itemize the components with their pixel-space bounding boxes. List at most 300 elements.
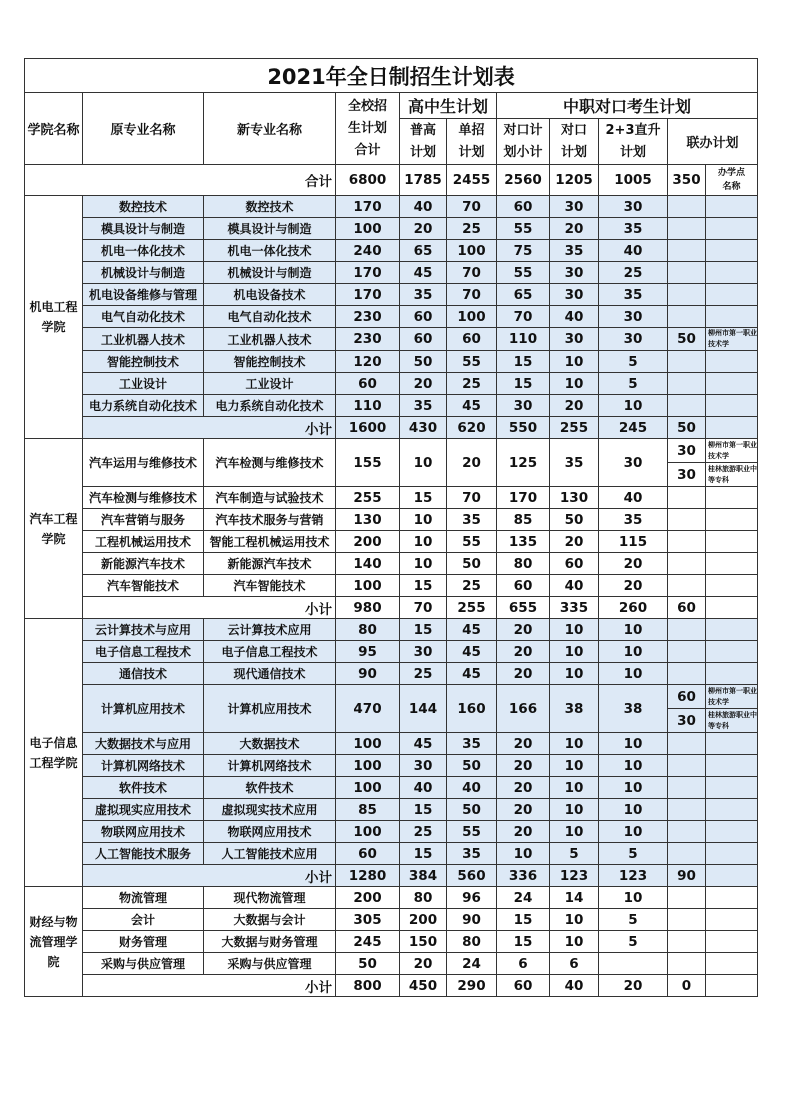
plan-value: 115 (599, 531, 668, 553)
plan-value: 45 (447, 395, 497, 417)
new-major-name: 机电一体化技术 (204, 240, 336, 262)
school-name: 柳州市第一职业技术学 (706, 328, 758, 351)
plan-value: 10 (497, 843, 550, 865)
grand-total-value: 2560 (497, 165, 550, 196)
lianban-value (668, 373, 706, 395)
school-name (706, 777, 758, 799)
plan-value: 40 (447, 777, 497, 799)
plan-value: 10 (550, 821, 599, 843)
plan-value: 60 (497, 575, 550, 597)
plan-value: 80 (336, 619, 400, 641)
new-major-name: 虚拟现实技术应用 (204, 799, 336, 821)
plan-value: 65 (497, 284, 550, 306)
plan-value: 24 (447, 953, 497, 975)
plan-value: 160 (447, 685, 497, 733)
plan-value: 10 (400, 509, 447, 531)
header-pugao (400, 119, 447, 165)
college-name: 财经与物流管理学院 (25, 887, 83, 997)
plan-value: 50 (447, 553, 497, 575)
plan-value: 45 (447, 663, 497, 685)
school-name (706, 373, 758, 395)
subtotal-label: 小计 (83, 597, 336, 619)
header-text: 办学点 (718, 168, 746, 178)
header-orig-major: 原专业名称 (83, 93, 204, 165)
subtotal-value: 1280 (336, 865, 400, 887)
orig-major-name: 电子信息工程技术 (83, 641, 204, 663)
school-name (706, 663, 758, 685)
plan-value: 96 (447, 887, 497, 909)
lianban-value: 30 (668, 709, 706, 733)
school-name (706, 953, 758, 975)
lianban-value (668, 663, 706, 685)
school-name (706, 240, 758, 262)
plan-value: 55 (447, 351, 497, 373)
school-name (706, 196, 758, 218)
plan-value: 30 (550, 284, 599, 306)
new-major-name: 大数据技术 (204, 733, 336, 755)
plan-value: 10 (550, 909, 599, 931)
school-name (706, 821, 758, 843)
plan-value: 15 (497, 351, 550, 373)
school-name (706, 575, 758, 597)
table-row (25, 351, 758, 373)
plan-value: 45 (400, 262, 447, 284)
plan-value: 50 (447, 755, 497, 777)
header-zhisheng (599, 119, 668, 165)
lianban-value (668, 509, 706, 531)
school-name (706, 733, 758, 755)
plan-value: 140 (336, 553, 400, 575)
plan-value: 80 (497, 553, 550, 575)
plan-value: 45 (447, 619, 497, 641)
college-name: 电子信息工程学院 (25, 619, 83, 887)
orig-major-name: 数控技术 (83, 196, 204, 218)
school-name (706, 218, 758, 240)
plan-value: 170 (336, 196, 400, 218)
subtotal-value: 123 (550, 865, 599, 887)
plan-value: 100 (336, 821, 400, 843)
new-major-name: 大数据与财务管理 (204, 931, 336, 953)
plan-value: 60 (400, 328, 447, 351)
orig-major-name: 软件技术 (83, 777, 204, 799)
lianban-value: 30 (668, 463, 706, 487)
orig-major-name: 计算机应用技术 (83, 685, 204, 733)
table-row (25, 641, 758, 663)
subtotal-value: 550 (497, 417, 550, 439)
header-text: 对口计 (503, 122, 543, 138)
orig-major-name: 模具设计与制造 (83, 218, 204, 240)
orig-major-name: 会计 (83, 909, 204, 931)
lianban-value: 30 (668, 439, 706, 463)
grand-total-value: 350 (668, 165, 706, 196)
table-row (25, 663, 758, 685)
subtotal-value: 620 (447, 417, 497, 439)
plan-value: 60 (336, 843, 400, 865)
header-lianban: 联办计划 (668, 119, 758, 165)
plan-value: 30 (550, 262, 599, 284)
plan-value: 35 (550, 240, 599, 262)
school-name (706, 619, 758, 641)
table-row (25, 531, 758, 553)
plan-value: 20 (497, 821, 550, 843)
lianban-value: 50 (668, 328, 706, 351)
new-major-name: 机电设备技术 (204, 284, 336, 306)
orig-major-name: 汽车营销与服务 (83, 509, 204, 531)
new-major-name: 计算机网络技术 (204, 755, 336, 777)
orig-major-name: 机电设备维修与管理 (83, 284, 204, 306)
plan-value: 30 (497, 395, 550, 417)
subtotal-value: 20 (599, 975, 668, 997)
header-text: 2+3直升 (605, 122, 661, 138)
header-total-plan (336, 93, 400, 165)
plan-value: 10 (400, 439, 447, 487)
table-row (25, 909, 758, 931)
plan-value: 24 (497, 887, 550, 909)
plan-value: 70 (447, 487, 497, 509)
header-text: 计划 (619, 144, 646, 160)
orig-major-name: 机械设计与制造 (83, 262, 204, 284)
new-major-name: 物联网应用技术 (204, 821, 336, 843)
orig-major-name: 物流管理 (83, 887, 204, 909)
school-name (706, 909, 758, 931)
subtotal-value: 40 (550, 975, 599, 997)
plan-value: 85 (336, 799, 400, 821)
orig-major-name: 虚拟现实应用技术 (83, 799, 204, 821)
plan-value: 30 (400, 755, 447, 777)
orig-major-name: 工程机械运用技术 (83, 531, 204, 553)
orig-major-name: 财务管理 (83, 931, 204, 953)
table-row (25, 799, 758, 821)
plan-value: 15 (400, 799, 447, 821)
new-major-name: 采购与供应管理 (204, 953, 336, 975)
table-row (25, 953, 758, 975)
subtotal-value: 60 (497, 975, 550, 997)
subtotal-value: 336 (497, 865, 550, 887)
plan-value: 5 (599, 931, 668, 953)
plan-value: 20 (550, 395, 599, 417)
plan-value: 40 (599, 240, 668, 262)
header-danzhao (447, 119, 497, 165)
plan-value: 200 (336, 531, 400, 553)
plan-value: 155 (336, 439, 400, 487)
plan-value: 35 (599, 509, 668, 531)
school-name (706, 755, 758, 777)
plan-value: 60 (400, 306, 447, 328)
header-text: 普高 (409, 122, 436, 138)
orig-major-name: 汽车检测与维修技术 (83, 487, 204, 509)
lianban-value (668, 531, 706, 553)
school-name (706, 597, 758, 619)
plan-value: 15 (497, 373, 550, 395)
plan-value: 10 (550, 351, 599, 373)
plan-value: 20 (599, 553, 668, 575)
plan-value: 14 (550, 887, 599, 909)
school-name (706, 799, 758, 821)
plan-value: 10 (599, 799, 668, 821)
plan-value: 20 (550, 218, 599, 240)
lianban-value (668, 733, 706, 755)
orig-major-name: 电力系统自动化技术 (83, 395, 204, 417)
plan-value: 70 (447, 262, 497, 284)
new-major-name: 智能控制技术 (204, 351, 336, 373)
header-new-major: 新专业名称 (204, 93, 336, 165)
subtotal-value: 260 (599, 597, 668, 619)
plan-value: 10 (550, 733, 599, 755)
new-major-name: 工业设计 (204, 373, 336, 395)
plan-value: 20 (400, 953, 447, 975)
table-row (25, 777, 758, 799)
plan-value: 25 (447, 575, 497, 597)
lianban-value (668, 777, 706, 799)
header-text: 全校招 (347, 98, 387, 114)
plan-value: 10 (599, 733, 668, 755)
enrollment-plan-table (24, 58, 758, 997)
new-major-name: 电力系统自动化技术 (204, 395, 336, 417)
plan-value: 90 (336, 663, 400, 685)
new-major-name: 数控技术 (204, 196, 336, 218)
header-vocational-plan: 中职对口考生计划 (497, 93, 758, 119)
subtotal-row (25, 597, 758, 619)
plan-value: 20 (497, 733, 550, 755)
plan-value: 10 (550, 373, 599, 395)
lianban-value (668, 799, 706, 821)
plan-value: 130 (550, 487, 599, 509)
plan-value: 170 (497, 487, 550, 509)
plan-value: 230 (336, 328, 400, 351)
school-name (706, 865, 758, 887)
plan-value: 10 (550, 777, 599, 799)
plan-value: 55 (497, 218, 550, 240)
school-name (706, 641, 758, 663)
plan-value: 100 (336, 218, 400, 240)
header-text: 计划 (409, 144, 436, 160)
header-text: 名称 (722, 182, 741, 192)
lianban-value (668, 395, 706, 417)
plan-value: 100 (447, 240, 497, 262)
plan-value: 10 (550, 663, 599, 685)
orig-major-name: 人工智能技术服务 (83, 843, 204, 865)
grand-total-label: 合计 (25, 165, 336, 196)
table-row (25, 218, 758, 240)
plan-value: 95 (336, 641, 400, 663)
plan-value: 35 (447, 843, 497, 865)
plan-value: 10 (599, 619, 668, 641)
table-row (25, 196, 758, 218)
new-major-name: 电子信息工程技术 (204, 641, 336, 663)
subtotal-label: 小计 (83, 975, 336, 997)
plan-value: 10 (599, 887, 668, 909)
plan-value: 110 (336, 395, 400, 417)
subtotal-label: 小计 (83, 417, 336, 439)
plan-value: 45 (400, 733, 447, 755)
school-name (706, 284, 758, 306)
subtotal-value: 0 (668, 975, 706, 997)
plan-value: 20 (447, 439, 497, 487)
subtotal-value: 450 (400, 975, 447, 997)
lianban-value (668, 218, 706, 240)
lianban-value (668, 641, 706, 663)
subtotal-value: 384 (400, 865, 447, 887)
new-major-name: 智能工程机械运用技术 (204, 531, 336, 553)
orig-major-name: 新能源汽车技术 (83, 553, 204, 575)
school-name (706, 531, 758, 553)
lianban-value (668, 553, 706, 575)
plan-value: 10 (550, 641, 599, 663)
table-row (25, 439, 758, 463)
lianban-value (668, 262, 706, 284)
table-row (25, 685, 758, 709)
plan-value: 65 (400, 240, 447, 262)
subtotal-value: 70 (400, 597, 447, 619)
new-major-name: 汽车检测与维修技术 (204, 439, 336, 487)
plan-value: 50 (447, 799, 497, 821)
lianban-value: 60 (668, 685, 706, 709)
table-row (25, 843, 758, 865)
plan-value: 125 (497, 439, 550, 487)
plan-value: 20 (497, 755, 550, 777)
school-name (706, 887, 758, 909)
subtotal-value: 560 (447, 865, 497, 887)
plan-value: 100 (336, 755, 400, 777)
table-row (25, 755, 758, 777)
table-row (25, 575, 758, 597)
school-name-header (706, 165, 758, 196)
plan-value: 10 (599, 821, 668, 843)
plan-value: 20 (599, 575, 668, 597)
subtotal-row (25, 417, 758, 439)
plan-value: 15 (400, 575, 447, 597)
orig-major-name: 计算机网络技术 (83, 755, 204, 777)
lianban-value (668, 284, 706, 306)
header-text: 合计 (354, 142, 381, 158)
new-major-name: 汽车制造与试验技术 (204, 487, 336, 509)
subtotal-value: 255 (447, 597, 497, 619)
new-major-name: 现代物流管理 (204, 887, 336, 909)
plan-value: 75 (497, 240, 550, 262)
grand-total-value: 2455 (447, 165, 497, 196)
new-major-name: 软件技术 (204, 777, 336, 799)
new-major-name: 汽车智能技术 (204, 575, 336, 597)
plan-value: 38 (550, 685, 599, 733)
new-major-name: 计算机应用技术 (204, 685, 336, 733)
plan-value: 20 (497, 663, 550, 685)
plan-value: 20 (400, 373, 447, 395)
header-duikou-subtotal (497, 119, 550, 165)
table-row (25, 509, 758, 531)
subtotal-value: 980 (336, 597, 400, 619)
school-name: 柳州市第一职业技术学 (706, 439, 758, 463)
header-text: 对口 (560, 122, 587, 138)
plan-value: 200 (400, 909, 447, 931)
plan-value: 30 (599, 328, 668, 351)
orig-major-name: 工业机器人技术 (83, 328, 204, 351)
plan-value: 20 (550, 531, 599, 553)
lianban-value (668, 887, 706, 909)
plan-value: 20 (497, 619, 550, 641)
subtotal-value: 290 (447, 975, 497, 997)
subtotal-value: 1600 (336, 417, 400, 439)
plan-value: 55 (497, 262, 550, 284)
subtotal-value: 335 (550, 597, 599, 619)
grand-total-value: 1205 (550, 165, 599, 196)
subtotal-value: 255 (550, 417, 599, 439)
new-major-name: 工业机器人技术 (204, 328, 336, 351)
plan-value: 15 (497, 931, 550, 953)
subtotal-value: 245 (599, 417, 668, 439)
school-name (706, 395, 758, 417)
plan-value: 30 (550, 196, 599, 218)
table-row (25, 373, 758, 395)
plan-value: 25 (447, 218, 497, 240)
school-name (706, 509, 758, 531)
new-major-name: 云计算技术应用 (204, 619, 336, 641)
school-name: 桂林旅游职业中等专科 (706, 709, 758, 733)
plan-value: 45 (447, 641, 497, 663)
plan-value: 130 (336, 509, 400, 531)
plan-value: 70 (497, 306, 550, 328)
plan-value: 50 (336, 953, 400, 975)
plan-value: 230 (336, 306, 400, 328)
subtotal-value: 50 (668, 417, 706, 439)
school-name (706, 262, 758, 284)
lianban-value (668, 843, 706, 865)
plan-value: 80 (447, 931, 497, 953)
plan-value: 470 (336, 685, 400, 733)
lianban-value (668, 351, 706, 373)
table-row (25, 306, 758, 328)
table-row (25, 733, 758, 755)
plan-value: 60 (497, 196, 550, 218)
plan-value: 10 (599, 777, 668, 799)
table-row (25, 931, 758, 953)
orig-major-name: 汽车运用与维修技术 (83, 439, 204, 487)
lianban-value (668, 196, 706, 218)
lianban-value (668, 575, 706, 597)
table-row (25, 262, 758, 284)
table-row (25, 284, 758, 306)
plan-value: 15 (400, 843, 447, 865)
orig-major-name: 云计算技术与应用 (83, 619, 204, 641)
plan-value: 240 (336, 240, 400, 262)
plan-value: 25 (400, 663, 447, 685)
grand-total-row (25, 165, 758, 196)
plan-value: 110 (497, 328, 550, 351)
plan-value: 100 (336, 733, 400, 755)
school-name (706, 931, 758, 953)
orig-major-name: 汽车智能技术 (83, 575, 204, 597)
subtotal-value: 90 (668, 865, 706, 887)
plan-value: 15 (400, 487, 447, 509)
grand-total-value: 6800 (336, 165, 400, 196)
plan-value: 35 (447, 733, 497, 755)
lianban-value (668, 821, 706, 843)
plan-value: 40 (599, 487, 668, 509)
plan-value: 30 (400, 641, 447, 663)
plan-value: 35 (400, 395, 447, 417)
plan-value: 5 (599, 351, 668, 373)
plan-value: 10 (599, 663, 668, 685)
college-name: 机电工程学院 (25, 196, 83, 439)
plan-value: 70 (447, 284, 497, 306)
plan-value: 5 (599, 909, 668, 931)
plan-value: 245 (336, 931, 400, 953)
plan-value: 55 (447, 531, 497, 553)
new-major-name: 现代通信技术 (204, 663, 336, 685)
plan-value: 305 (336, 909, 400, 931)
table-row (25, 619, 758, 641)
new-major-name: 机械设计与制造 (204, 262, 336, 284)
plan-value: 25 (599, 262, 668, 284)
